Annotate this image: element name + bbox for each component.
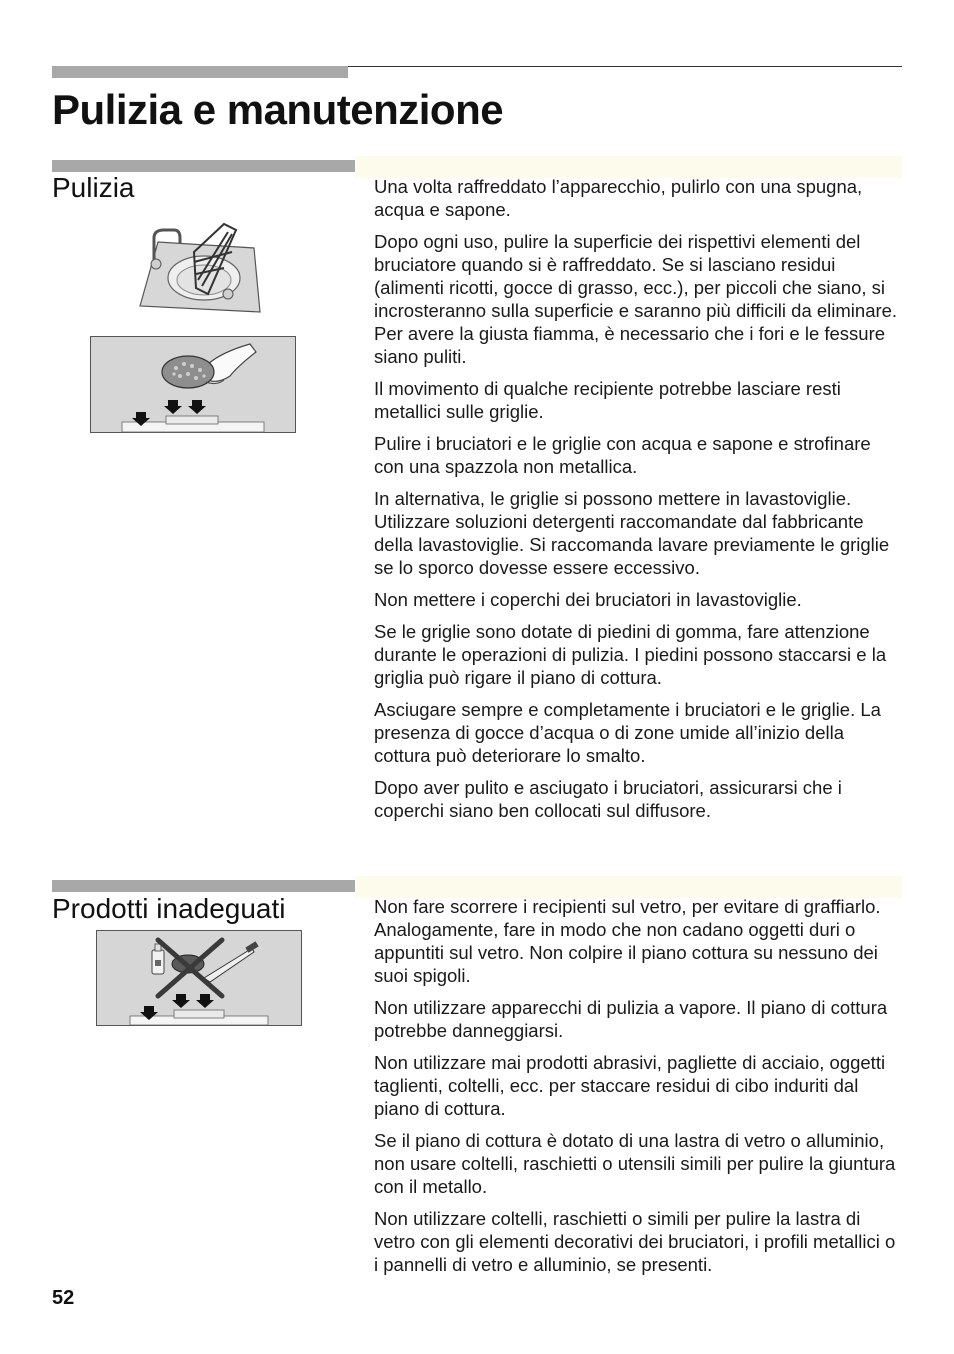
page-title: Pulizia e manutenzione [52,86,504,133]
header-rule [348,66,902,67]
paragraph: Dopo ogni uso, pulire la superficie dei rispettivi elementi del bruciatore quando si è raffreddato. Se si lasciano residui (alimenti ricotti, gocce di grasso, ecc.), per piccoli che siano, si incrosteranno sulla superficie e saranno più difficili da eliminare. Per avere la giusta fiamma, è necessario che i fori e le fessure siano puliti. [374,231,898,367]
paragraph: Asciugare sempre e completamente i bruciatori e le griglie. La presenza di gocce d’acqua o di zone umide all’inizio della cottura può deteriorare lo smalto. [374,699,881,766]
paragraph: Non utilizzare apparecchi di pulizia a vapore. Il piano di cottura potrebbe danneggiarsi. [374,997,888,1041]
paragraph: Non utilizzare mai prodotti abrasivi, pagliette di acciaio, oggetti taglienti, coltelli, ecc. per staccare residui di cibo induriti dal piano di cottura. [374,1052,886,1119]
section-heading-pulizia: Pulizia [52,172,135,203]
prohibited-tools-icon [96,930,302,1026]
section-bar-prodotti [52,880,355,892]
paragraph: Se il piano di cottura è dotato di una lastra di vetro o alluminio, non usare coltelli, raschietti o utensili simili per pulire la giuntura con il metallo. [374,1130,896,1197]
sponge-cleaning-icon [90,336,296,433]
paragraph: Pulire i bruciatori e le griglie con acqua e sapone e strofinare con una spazzola non metallica. [374,433,871,477]
paragraph: In alternativa, le griglie si possono mettere in lavastoviglie. Utilizzare soluzioni detergenti raccomandate dal fabbricante della lavastoviglie. Si raccomanda lavare previamente le griglie se lo sporco dovesse essere eccessivo. [374,488,890,578]
paragraph: Se le griglie sono dotate di piedini di gomma, fare attenzione durante le operazioni di pulizia. I piedini possono staccarsi e la griglia può rigare il piano di cottura. [374,621,887,688]
section-bar-pulizia [52,160,355,172]
prodotti-inadeguati-text [374,895,902,1285]
paragraph: Non utilizzare coltelli, raschietti o simili per pulire la lastra di vetro con gli elementi decorativi dei bruciatori, i profili metallici o i pannelli di vetro e alluminio, se presenti. [374,1208,896,1275]
paragraph: Il movimento di qualche recipiente potrebbe lasciare resti metallici sulle griglie. [374,378,841,422]
paragraph: Non mettere i coperchi dei bruciatori in lavastoviglie. [374,589,802,610]
paragraph: Una volta raffreddato l’apparecchio, pulirlo con una spugna, acqua e sapone. [374,176,863,220]
paragraph: Dopo aver pulito e asciugato i bruciatori, assicurarsi che i coperchi siano ben collocati sul diffusore. [374,777,842,821]
page-number: 52 [52,1287,75,1309]
section-heading-prodotti-inadeguati: Prodotti inadeguati [52,893,286,924]
sink-with-grate-icon [136,222,264,314]
pulizia-text [374,175,902,831]
header-bar [52,66,348,78]
paragraph: Non fare scorrere i recipienti sul vetro, per evitare di graffiarlo. Analogamente, fare in modo che non cadano oggetti duri o appuntiti sul vetro. Non colpire il piano cottura su nessuno dei suoi spigoli. [374,896,881,986]
